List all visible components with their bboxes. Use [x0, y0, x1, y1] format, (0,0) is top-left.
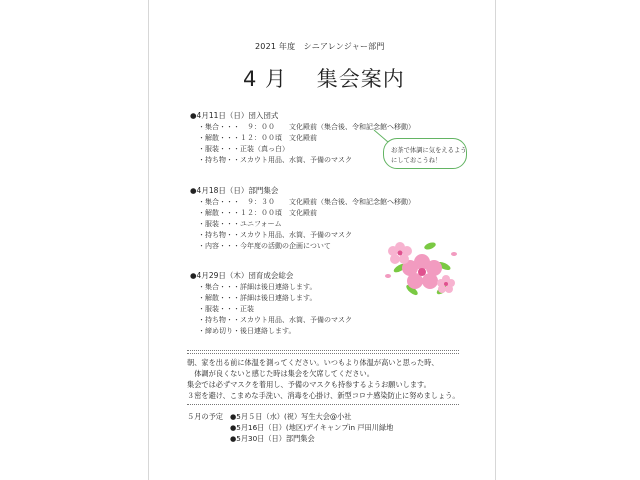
notice-line: ３密を避け、こまめな手洗い、消毒を心掛け、新型コロナ感染防止に努めましょう。	[187, 391, 460, 400]
event-line: ・集合・・・ ９：００ 文化殿前（集合後、令和記念館へ移動）	[198, 123, 415, 131]
bubble-text: お茶で体調に気をえるよう	[391, 147, 467, 154]
notice-line: 集会では必ずマスクを着用し、予備のマスクも持参するようお願いします。	[187, 380, 431, 389]
event-line: ・服装・・・正装	[198, 305, 254, 313]
schedule-item: ●5月５日（水）(祝）写生大会@小社	[230, 412, 352, 421]
event-line: ・内容・・・今年度の活動の企画について	[198, 242, 331, 250]
notice-line: 体調が良くないと感じた時は集会を欠席してください。	[187, 369, 374, 378]
notice-line: 朝、家を出る前に体温を測ってください。いつもより体温が高いと思った時、	[187, 358, 439, 367]
event-line: ・集合・・・ ９：３０ 文化殿前（集合後、令和記念館へ移動）	[198, 198, 415, 206]
event-heading-apr29: ●4月29日（木）団育成会総会	[190, 271, 294, 280]
event-line: ・締め切り・後日連絡します。	[198, 327, 296, 335]
event-line: ・持ち物・・スカウト用品、水筒、予備のマスク	[198, 231, 352, 239]
bubble-text: にしておこうね！	[391, 157, 442, 164]
page-title: 4 月 集会案内	[243, 67, 405, 91]
event-line: ・集合・・・詳細は後日連絡します。	[198, 283, 317, 291]
event-heading-apr11: ●4月11日（日）団入団式	[190, 111, 279, 120]
event-line: ・解散・・・１２：００頃 文化殿前	[198, 134, 317, 142]
dotted-divider	[187, 350, 459, 351]
speech-bubble	[383, 138, 467, 169]
cherry-blossom-illustration	[382, 232, 460, 306]
event-line: ・服装・・・ユニフォーム	[198, 220, 282, 228]
dotted-divider	[187, 404, 459, 405]
event-line: ・持ち物・・スカウト用品、水筒、予備のマスク	[198, 156, 352, 164]
schedule-item: ●5月16日（日）(地区)デイキャンプin 戸田川緑地	[230, 423, 394, 432]
event-line: ・解散・・・１２：００頃 文化殿前	[198, 209, 317, 217]
event-line: ・解散・・・詳細は後日連絡します。	[198, 294, 317, 302]
page-subtitle: 2021 年度 シニアレンジャー部門	[255, 42, 385, 51]
schedule-label: ５月の予定	[187, 412, 223, 421]
dotted-divider	[187, 353, 459, 354]
event-line: ・持ち物・・スカウト用品、水筒、予備のマスク	[198, 316, 352, 324]
event-heading-apr18: ●4月18日（日）部門集会	[190, 186, 279, 195]
event-line: ・服装・・・正装（真っ白）	[198, 145, 289, 153]
schedule-item: ●5月30日（日）部門集会	[230, 434, 315, 443]
